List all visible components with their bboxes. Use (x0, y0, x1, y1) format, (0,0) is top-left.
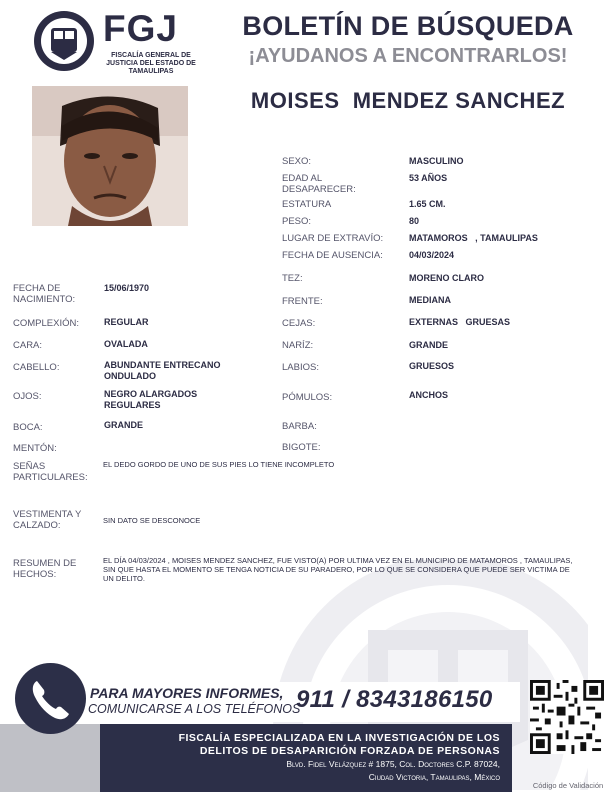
lugar-value: MATAMOROS , TAMAULIPAS (409, 233, 538, 243)
resumen-label: RESUMEN DE HECHOS: (13, 558, 77, 580)
boca-label: BOCA: (13, 422, 43, 433)
tez-label: TEZ: (282, 273, 303, 284)
tez-value: MORENO CLARO (409, 273, 484, 283)
missing-person-name: MOISES MENDEZ SANCHEZ (250, 88, 566, 113)
cara-value: OVALADA (104, 339, 148, 349)
ojos-label: OJOS: (13, 391, 42, 402)
bulletin-title: BOLETÍN DE BÚSQUEDA (242, 11, 574, 41)
edad-value: 53 AÑOS (409, 173, 448, 183)
phone-badge (15, 663, 86, 734)
pomulos-value: ANCHOS (409, 390, 449, 400)
cabello-value: ABUNDANTE ENTRECANO ONDULADO (104, 360, 221, 381)
contact-line-2: COMUNICARSE A LOS TELÉFONOS (88, 702, 301, 716)
frente-value: MEDIANA (409, 295, 451, 305)
fecha-ausencia-label: FECHA DE AUSENCIA: (282, 250, 383, 261)
nariz-value: GRANDE (409, 340, 449, 350)
bigote-label: BIGOTE: (282, 442, 321, 453)
person-photo (32, 86, 188, 226)
boca-value: GRANDE (104, 420, 144, 430)
nariz-label: NARÍZ: (282, 340, 314, 351)
cabello-label: CABELLO: (13, 362, 60, 373)
lugar-label: LUGAR DE EXTRAVÍO: (282, 233, 384, 244)
senas-value: EL DEDO GORDO DE UNO DE SUS PIES LO TIENE INCOMPLETO (103, 460, 335, 469)
vestimenta-label: VESTIMENTA Y CALZADO: (13, 509, 82, 531)
cara-label: CARA: (13, 340, 43, 351)
phone-icon (15, 663, 86, 734)
contact-line-1: PARA MAYORES INFORMES, (90, 685, 284, 701)
footer-line-1: FISCALÍA ESPECIALIZADA EN LA INVESTIGACIÓN DE LOS (178, 732, 500, 744)
barba-label: BARBA: (282, 421, 317, 432)
footer-address-1: Blvd. Fidel Velázquez # 1875, Col. Doctores C.P. 87024, (286, 759, 500, 769)
peso-label: PESO: (282, 216, 312, 227)
pomulos-label: PÓMULOS: (282, 392, 333, 403)
estatura-value: 1.65 CM. (409, 199, 446, 209)
complexion-label: COMPLEXIÓN: (13, 318, 79, 329)
sexo-value: MASCULINO (409, 156, 464, 166)
contact-phone[interactable]: 911 / 8343186150 (296, 686, 493, 713)
edad-label: EDAD AL DESAPARECER: (282, 173, 356, 195)
vestimenta-value: SIN DATO SE DESCONOCE (103, 516, 201, 525)
menton-label: MENTÓN: (13, 443, 57, 454)
fecha-nacimiento-label: FECHA DE NACIMIENTO: (13, 283, 76, 305)
fecha-nacimiento-value: 15/06/1970 (104, 283, 150, 293)
qr-code[interactable] (530, 680, 604, 754)
sexo-label: SEXO: (282, 156, 312, 167)
complexion-value: REGULAR (104, 317, 149, 327)
footer-accent (0, 724, 100, 792)
shield-icon (33, 10, 95, 72)
labios-label: LABIOS: (282, 362, 319, 373)
bulletin-subtitle: ¡AYUDANOS A ENCONTRARLOS! (248, 45, 568, 67)
fecha-ausencia-value: 04/03/2024 (409, 250, 455, 260)
fgj-logo (33, 8, 196, 78)
cejas-label: CEJAS: (282, 318, 316, 329)
logo-text: FGJ (103, 8, 178, 49)
footer-address-2: Ciudad Victoria, Tamaulipas, México (368, 772, 500, 782)
logo-subtitle: FISCALÍA GENERAL DE JUSTICIA DEL ESTADO DE TAMAULIPAS (106, 52, 196, 75)
senas-label: SEÑAS PARTICULARES: (13, 461, 88, 483)
frente-label: FRENTE: (282, 296, 323, 307)
estatura-label: ESTATURA (282, 199, 332, 210)
cejas-value: EXTERNAS GRUESAS (409, 317, 511, 327)
peso-value: 80 (409, 216, 420, 226)
footer-line-2: DELITOS DE DESAPARICIÓN FORZADA DE PERSONAS (199, 745, 500, 757)
qr-caption: Código de Validación (532, 781, 604, 790)
labios-value: GRUESOS (409, 361, 455, 371)
ojos-value: NEGRO ALARGADOS REGULARES (104, 389, 198, 410)
resumen-value: EL DÍA 04/03/2024 , MOISES MENDEZ SANCHEZ, FUE VISTO(A) POR ULTIMA VEZ EN EL MUNICIPIO DE MATAMOROS , TAMAULIPAS, SIN QUE HASTA EL MOMENTO SE TENGA NOTICIA DE SU PARADERO, POR LO QUE SE CONSIDERA QUE PUEDE SER VICTIMA DE UN DELITO. (103, 556, 573, 583)
